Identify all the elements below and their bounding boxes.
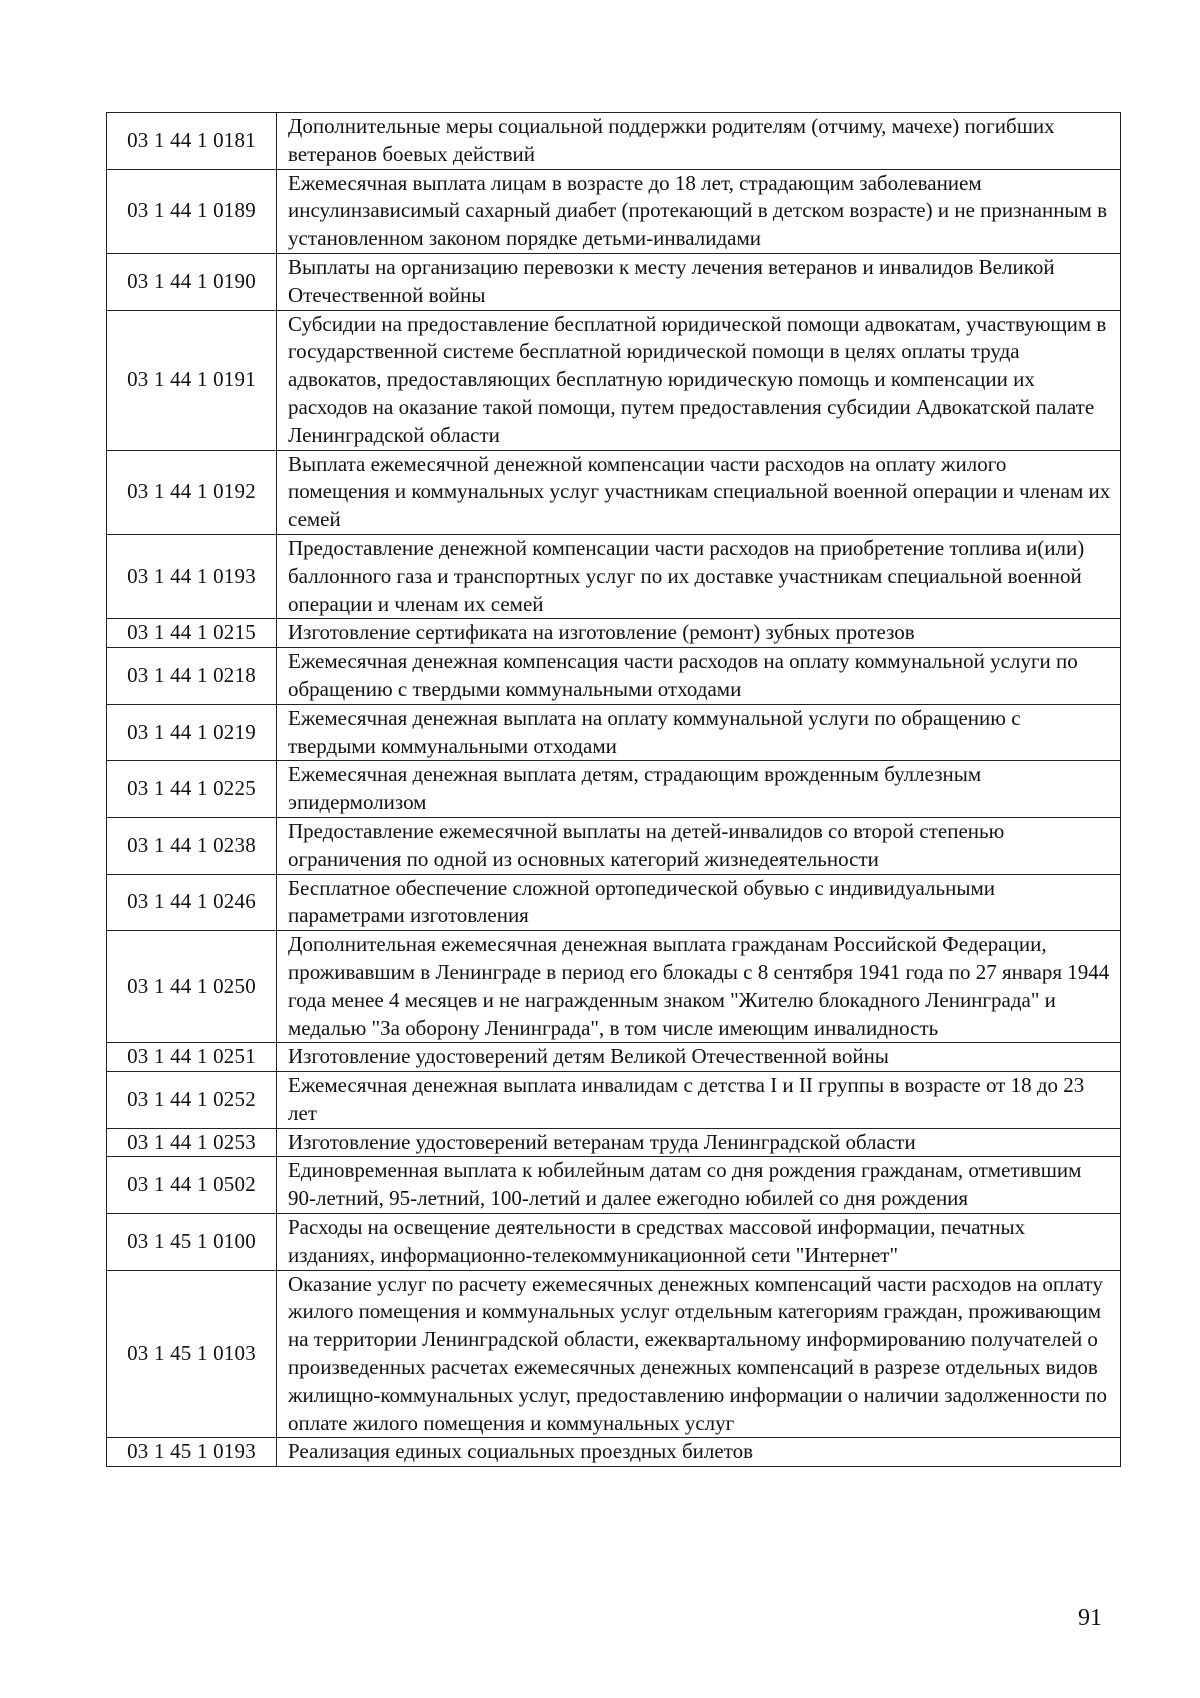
code-cell: 03 1 44 1 0250 <box>107 931 277 1043</box>
description-cell: Единовременная выплата к юбилейным датам со дня рождения гражданам, отметившим 90-летний, 95-летний, 100-летий и далее ежегодно юбилей со дня рождения <box>277 1157 1121 1214</box>
table-row <box>107 450 1121 534</box>
description-cell: Ежемесячная денежная компенсация части расходов на оплату коммунальной услуги по обращению с твердыми коммунальными отходами <box>277 648 1121 705</box>
description-cell: Ежемесячная выплата лицам в возрасте до 18 лет, страдающим заболеванием инсулинзависимый сахарный диабет (протекающий в детском возрасте) и не признанным в установленном законом порядке детьми-инвалидами <box>277 169 1121 253</box>
table-row <box>107 1214 1121 1271</box>
table-row <box>107 817 1121 874</box>
budget-codes-table <box>106 112 1121 1467</box>
table-row <box>107 1157 1121 1214</box>
description-cell: Дополнительные меры социальной поддержки родителям (отчиму, мачехе) погибших ветеранов боевых действий <box>277 113 1121 170</box>
code-cell: 03 1 44 1 0253 <box>107 1128 277 1157</box>
description-cell: Предоставление денежной компенсации части расходов на приобретение топлива и(или) баллонного газа и транспортных услуг по их доставке участникам специальной военной операции и членам их семей <box>277 534 1121 618</box>
table-row <box>107 310 1121 450</box>
code-cell: 03 1 44 1 0191 <box>107 310 277 450</box>
table-row <box>107 1128 1121 1157</box>
description-cell: Изготовление сертификата на изготовление (ремонт) зубных протезов <box>277 619 1121 648</box>
code-cell: 03 1 44 1 0190 <box>107 253 277 310</box>
table-row <box>107 619 1121 648</box>
description-cell: Расходы на освещение деятельности в средствах массовой информации, печатных изданиях, информационно-телекоммуникационной сети "Интернет" <box>277 1214 1121 1271</box>
code-cell: 03 1 44 1 0502 <box>107 1157 277 1214</box>
code-cell: 03 1 44 1 0225 <box>107 761 277 818</box>
description-cell: Ежемесячная денежная выплата на оплату коммунальной услуги по обращению с твердыми коммунальными отходами <box>277 704 1121 761</box>
code-cell: 03 1 44 1 0193 <box>107 534 277 618</box>
code-cell: 03 1 45 1 0103 <box>107 1270 277 1438</box>
code-cell: 03 1 44 1 0252 <box>107 1072 277 1129</box>
description-cell: Ежемесячная денежная выплата инвалидам с детства I и II группы в возрасте от 18 до 23 лет <box>277 1072 1121 1129</box>
code-cell: 03 1 45 1 0193 <box>107 1438 277 1467</box>
table-body <box>107 113 1121 1467</box>
code-cell: 03 1 44 1 0219 <box>107 704 277 761</box>
code-cell: 03 1 44 1 0192 <box>107 450 277 534</box>
description-cell: Ежемесячная денежная выплата детям, страдающим врожденным буллезным эпидермолизом <box>277 761 1121 818</box>
table-row <box>107 169 1121 253</box>
table-row <box>107 874 1121 931</box>
table-row <box>107 253 1121 310</box>
code-cell: 03 1 44 1 0238 <box>107 817 277 874</box>
code-cell: 03 1 44 1 0251 <box>107 1043 277 1072</box>
description-cell: Реализация единых социальных проездных билетов <box>277 1438 1121 1467</box>
table-row <box>107 534 1121 618</box>
description-cell: Изготовление удостоверений ветеранам труда Ленинградской области <box>277 1128 1121 1157</box>
table-row <box>107 761 1121 818</box>
description-cell: Предоставление ежемесячной выплаты на детей-инвалидов со второй степенью ограничения по одной из основных категорий жизнедеятельности <box>277 817 1121 874</box>
description-cell: Оказание услуг по расчету ежемесячных денежных компенсаций части расходов на оплату жилого помещения и коммунальных услуг отдельным категориям граждан, проживающим на территории Ленинградской области, ежеквартальному информированию получателей о произведенных расчетах ежемесячных денежных компенсаций в разрезе отдельных видов жилищно-коммунальных услуг, предоставлению информации о наличии задолженности по оплате жилого помещения и коммунальных услуг <box>277 1270 1121 1438</box>
description-cell: Выплата ежемесячной денежной компенсации части расходов на оплату жилого помещения и коммунальных услуг участникам специальной военной операции и членам их семей <box>277 450 1121 534</box>
table-row <box>107 1270 1121 1438</box>
code-cell: 03 1 44 1 0246 <box>107 874 277 931</box>
code-cell: 03 1 44 1 0189 <box>107 169 277 253</box>
description-cell: Выплаты на организацию перевозки к месту лечения ветеранов и инвалидов Великой Отечественной войны <box>277 253 1121 310</box>
table-row <box>107 1438 1121 1467</box>
table-row <box>107 1072 1121 1129</box>
table-row <box>107 931 1121 1043</box>
description-cell: Изготовление удостоверений детям Великой Отечественной войны <box>277 1043 1121 1072</box>
table-row <box>107 113 1121 170</box>
code-cell: 03 1 44 1 0181 <box>107 113 277 170</box>
table-row <box>107 1043 1121 1072</box>
description-cell: Бесплатное обеспечение сложной ортопедической обувью с индивидуальными параметрами изготовления <box>277 874 1121 931</box>
code-cell: 03 1 44 1 0215 <box>107 619 277 648</box>
table-row <box>107 704 1121 761</box>
table-row <box>107 648 1121 705</box>
code-cell: 03 1 44 1 0218 <box>107 648 277 705</box>
description-cell: Субсидии на предоставление бесплатной юридической помощи адвокатам, участвующим в государственной системе бесплатной юридической помощи в целях оплаты труда адвокатов, предоставляющих бесплатную юридическую помощь и компенсации их расходов на оказание такой помощи, путем предоставления субсидии Адвокатской палате Ленинградской области <box>277 310 1121 450</box>
page-number: 91 <box>1078 1605 1102 1631</box>
code-cell: 03 1 45 1 0100 <box>107 1214 277 1271</box>
description-cell: Дополнительная ежемесячная денежная выплата гражданам Российской Федерации, проживавшим в Ленинграде в период его блокады с 8 сентября 1941 года по 27 января 1944 года менее 4 месяцев и не награжденным знаком "Жителю блокадного Ленинграда" и медалью "За оборону Ленинграда", в том числе имеющим инвалидность <box>277 931 1121 1043</box>
